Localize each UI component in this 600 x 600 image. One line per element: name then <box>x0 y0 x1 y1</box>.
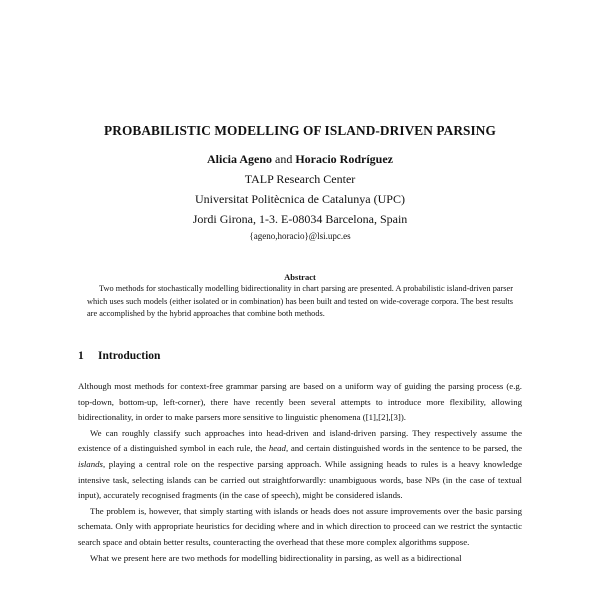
paragraph-2 <box>78 426 522 504</box>
author-rodriguez: Horacio Rodríguez <box>295 152 393 166</box>
term-head: head <box>268 443 286 454</box>
paragraph-2-part-b: , and certain distinguished words in the sentence to be parsed, the <box>285 443 522 454</box>
author-email: {ageno,horacio}@lsi.upc.es <box>249 231 351 241</box>
affiliation-address: Jordi Girona, 1-3. E-08034 Barcelona, Spain <box>192 212 408 226</box>
abstract-heading: Abstract <box>284 272 316 282</box>
abstract-text: Two methods for stochastically modelling bidirectionality in chart parsing are presented. A probabilistic island-driven parser which uses such models (either isolated or in combination) has been built and tested on wide-coverage corpora. The best results are accomplished by the hybrid approaches that combine both methods. <box>87 284 513 318</box>
authors <box>0 152 600 167</box>
section-title: Introduction <box>98 350 161 362</box>
paragraph-4: What we present here are two methods for modelling bidirectionality in parsing, as well as a bidirectional <box>90 552 462 563</box>
term-islands: islands <box>78 458 103 469</box>
section-body <box>78 379 522 566</box>
author-conjunction: and <box>272 152 296 166</box>
paragraph-2-part-a: We can roughly classify such approaches into head-driven and island-driven parsing. They respectively assume the existence of a distinguished symbol in each rule, the <box>78 427 522 454</box>
affiliation-university: Universitat Politècnica de Catalunya (UPC) <box>195 192 405 206</box>
paragraph-2-part-c: , playing a central role on the respective parsing approach. While assigning heads to rules is a heavy knowledge intensive task, selecting islands can be carried out straightforwardly: unambiguous words, base NPs (in the case of textual input), accurately recognised fragments (in the case of speech), might be considered islands. <box>78 458 522 501</box>
paper-title: PROBABILISTIC MODELLING OF ISLAND-DRIVEN PARSING <box>104 123 496 138</box>
affiliation-center: TALP Research Center <box>244 172 356 186</box>
section-number: 1 <box>78 350 84 362</box>
paragraph-3: The problem is, however, that simply starting with islands or heads does not assure improvements over the basic parsing schemata. Only with appropriate heuristics for deciding where and in which direction to proceed can we restrict the syntactic search space and obtain better results, counteracting the overhead that these more complex algorithms suppose. <box>78 505 522 547</box>
paragraph-1: Although most methods for context-free grammar parsing are based on a uniform way of guiding the parsing process (e.g. top-down, bottom-up, left-corner), there have recently been several attempts to introduce more flexibility, allowing bidirectionality, in order to make parsers more sensitive to linguistic phenomena ([1],[2],[3]). <box>78 381 522 423</box>
author-ageno: Alicia Ageno <box>207 152 272 166</box>
section-heading <box>78 350 160 362</box>
